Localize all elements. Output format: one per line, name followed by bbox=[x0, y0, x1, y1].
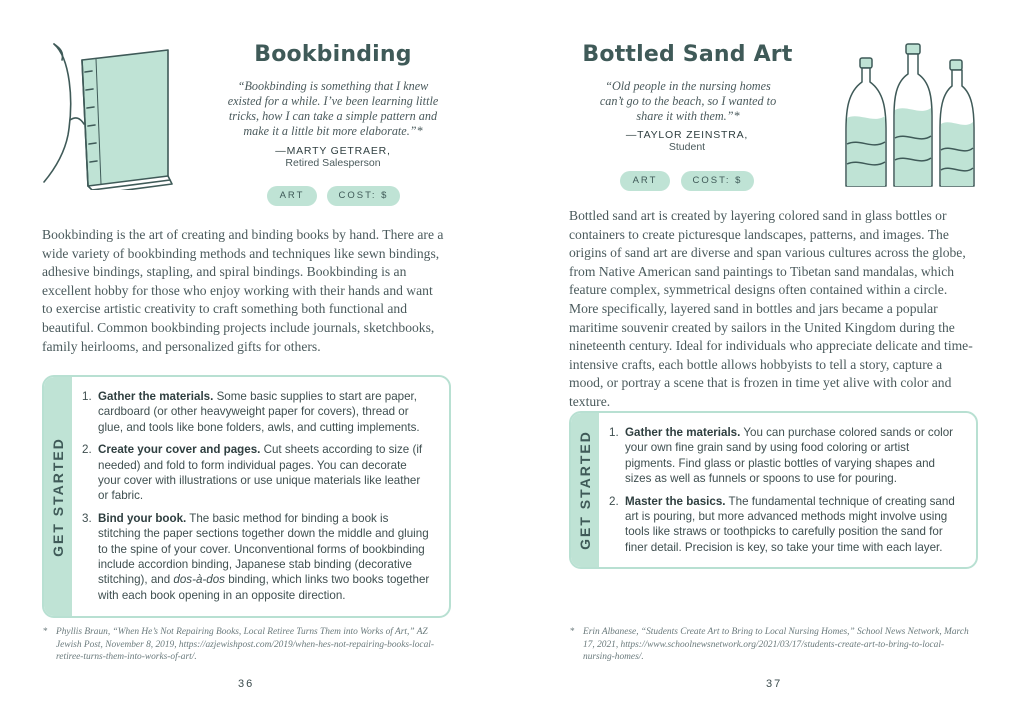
sand-bottles-icon bbox=[842, 40, 982, 190]
pull-quote: “Bookbinding is something that I knew existed for a while. I’ve been learning little tricks, how I can take a simple pattern and make it a little bit more elaborate.”* bbox=[227, 79, 439, 138]
step-text: Cut sheets according to size (if needed) and fold to form individual pages. You can decorate your cover with illustrations or use unique materials like leather or fabric. bbox=[98, 443, 423, 503]
step-heading: Gather the materials. bbox=[625, 426, 741, 439]
quote-attribution-role: Student bbox=[668, 141, 706, 153]
step-number: 2. bbox=[609, 494, 619, 508]
quote-attribution-role: Retired Salesperson bbox=[285, 157, 381, 169]
step-heading: Create your cover and pages. bbox=[98, 443, 261, 457]
step-text-continued: binding, which links two books together with each book opening in an opposite direction. bbox=[98, 573, 430, 602]
tag-art: ART bbox=[267, 186, 317, 206]
get-started-label: GET STARTED bbox=[577, 430, 593, 550]
body-paragraph: Bookbinding is the art of creating and binding books by hand. There are a wide variety of bookbinding methods and techniques like sewn bindings, adhesive bindings, stapling, and spiral bindings. Bookbinding is an excellent hobby for those who enjoy working with their hands and want to exercise artistic creativity to craft something both functional and beautiful. Common bookbinding projects include journals, sketchbooks, family heirlooms, and personalized gifts for others. bbox=[42, 227, 444, 354]
right-page bbox=[510, 0, 1020, 714]
step-text: You can purchase colored sands or color your own fine grain sand by using food coloring or artist pigments. Find glass or plastic bottles of varying shapes and sizes as well as funnels or spoons to use for pouring. bbox=[625, 426, 954, 486]
tag-cost: COST: $ bbox=[681, 171, 754, 191]
step-number: 2. bbox=[82, 443, 92, 457]
step-heading: Master the basics. bbox=[625, 494, 726, 508]
quote-attribution-name: —MARTY GETRAER, bbox=[275, 145, 391, 157]
step-text: The fundamental technique of creating sand art is pouring, but more advanced methods might involve using tools like straws or toothpicks to carefully position the sand for finer detail. Precision is key, so take your time with each layer. bbox=[625, 494, 955, 554]
bound-book-with-needle-icon bbox=[40, 40, 180, 190]
step-text: Some basic supplies to start are paper, cardboard (or other heavyweight paper for covers), thread or glue, and tools like bone folders, awls, and cutting implements. bbox=[98, 390, 420, 434]
get-started-box bbox=[569, 411, 978, 569]
footnote: * Erin Albanese, “Students Create Art to Bring to Local Nursing Homes,” School News Network, March 17, 2021, https://www.schoolnewsnetwork.org/2021/03/17/students-create-art-to-bring-to-local-nursing-homes/. bbox=[570, 627, 969, 663]
step-number: 1. bbox=[82, 390, 92, 403]
tag-art: ART bbox=[620, 171, 670, 191]
step-text: The basic method for binding a book is stitching the paper sections together down the middle and gluing to the spine of your cover. Unconventional forms of bookbinding include accordion binding, Japanese stab binding (decorative stitching), and bbox=[98, 511, 429, 587]
quote-attribution-name: —TAYLOR ZEINSTRA, bbox=[625, 129, 749, 141]
steps-list bbox=[82, 389, 432, 610]
list-item bbox=[609, 425, 959, 487]
get-started-label: GET STARTED bbox=[50, 437, 66, 557]
step-number: 1. bbox=[609, 426, 619, 439]
footnote-text: Phyllis Braun, “When He’s Not Repairing Books, Local Retiree Turns Them into Works of Art,” AZ Jewish Post, November 8, 2019, https://azjewishpost.com/2019/when-hes-not-repairing-books-local-retiree-turns-them-into-works-of-art/. bbox=[56, 627, 434, 663]
steps-list bbox=[609, 425, 959, 562]
list-item bbox=[609, 494, 959, 556]
step-italic-term: dos-à-dos bbox=[173, 573, 225, 587]
step-heading: Bind your book. bbox=[98, 511, 187, 525]
get-started-sidebar bbox=[44, 377, 72, 616]
tag-cost: COST: $ bbox=[327, 186, 400, 206]
get-started-sidebar bbox=[571, 413, 599, 567]
list-item bbox=[82, 442, 432, 504]
pull-quote: “Old people in the nursing homes can’t go to the beach, so I wanted to share it with them.”* bbox=[599, 79, 777, 123]
footnote: * Phyllis Braun, “When He’s Not Repairing Books, Local Retiree Turns Them into Works of Art,” AZ Jewish Post, November 8, 2019, https://azjewishpost.com/2019/when-hes-not-repairing-books-local-retiree-turns-them-into-works-of-art/. bbox=[43, 627, 434, 663]
list-item bbox=[82, 389, 432, 435]
page-title: Bookbinding bbox=[254, 42, 412, 67]
page-number: 37 bbox=[766, 678, 783, 690]
list-item bbox=[82, 511, 432, 603]
step-heading: Gather the materials. bbox=[98, 390, 214, 403]
footnote-text: Erin Albanese, “Students Create Art to Bring to Local Nursing Homes,” School News Network, March 17, 2021, https://www.schoolnewsnetwork.org/2021/03/17/students-create-art-to-bring-to-local-nursing-homes/. bbox=[583, 627, 969, 663]
page-title: Bottled Sand Art bbox=[582, 42, 793, 67]
step-number: 3. bbox=[82, 511, 92, 525]
page-number: 36 bbox=[238, 678, 255, 690]
get-started-box bbox=[42, 375, 451, 618]
body-paragraph: Bottled sand art is created by layering colored sand in glass bottles or containers to create picturesque landscapes, patterns, and images. The origins of sand art are diverse and span various cultures across the globe, from Native American sand paintings to Tibetan sand mandalas, which feature complex, symmetrical designs often contained within a circle. More specifically, layered sand in bottles and jars became a popular maritime souvenir created by sailors in the United Kingdom during the nineteenth century. Ideal for individuals who appreciate delicate and time-intensive crafts, each bottle allows hobbyists to tell a story, capture a mood, or portray a scene that is frozen in time yet alive with color and texture. bbox=[569, 208, 973, 409]
